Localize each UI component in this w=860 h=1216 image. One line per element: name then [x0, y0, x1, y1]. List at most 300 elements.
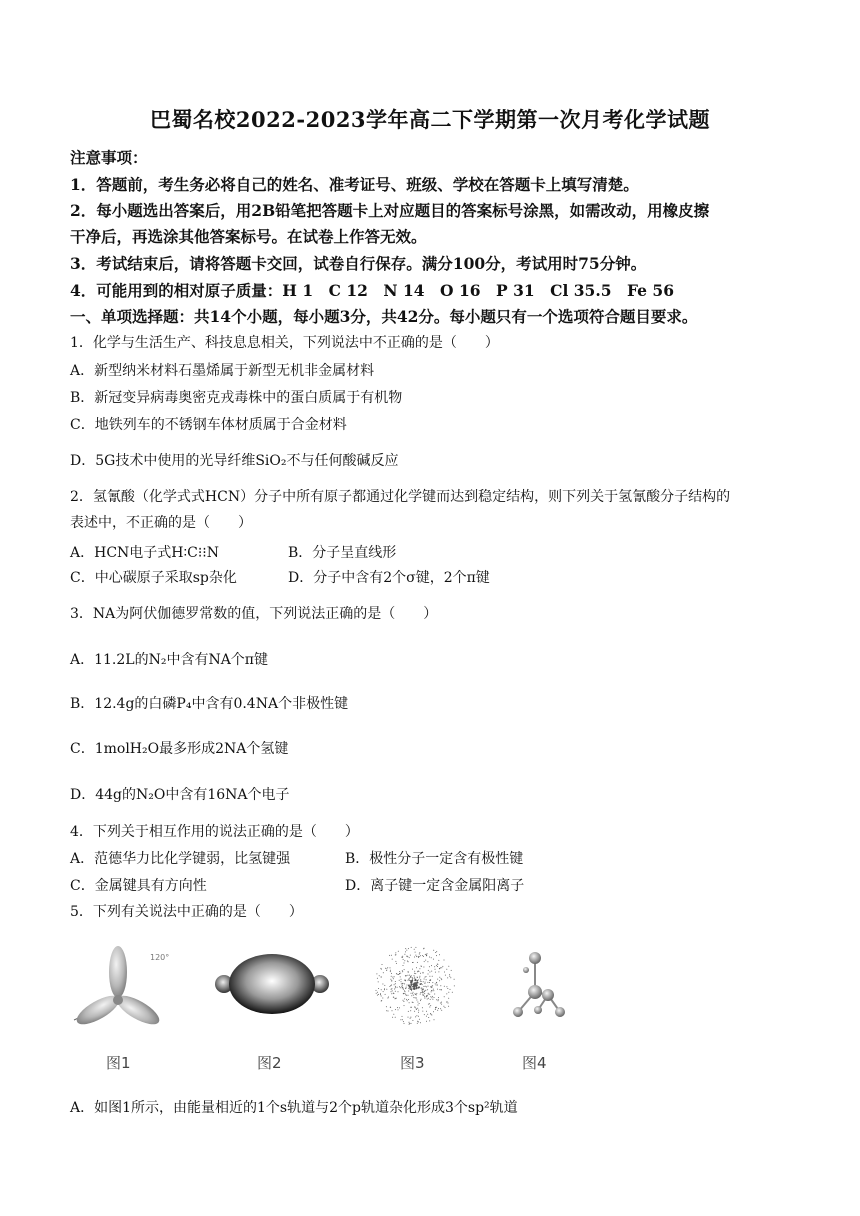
- electron-dot: [423, 992, 424, 993]
- molecule-model-figure: [490, 940, 580, 1040]
- electron-dot: [386, 989, 387, 990]
- q2-option-c: C．中心碳原子采取sp杂化: [70, 570, 237, 586]
- electron-dot: [424, 983, 425, 984]
- electron-dot: [410, 983, 412, 985]
- electron-dot: [391, 988, 392, 989]
- electron-dot: [405, 980, 406, 981]
- electron-dot: [385, 994, 386, 995]
- electron-dot: [412, 1020, 413, 1021]
- electron-dot: [424, 948, 425, 949]
- electron-dot: [416, 1000, 417, 1001]
- electron-dot: [409, 957, 410, 958]
- electron-dot: [404, 969, 405, 970]
- electron-dot: [427, 995, 428, 996]
- electron-dot: [416, 980, 418, 982]
- electron-dot: [404, 1023, 405, 1024]
- q5-option-a: A．如图1所示，由能量相近的1个s轨道与2个p轨道杂化形成3个sp²轨道: [70, 1100, 518, 1116]
- electron-dot: [433, 950, 434, 951]
- electron-dot: [425, 986, 426, 987]
- electron-dot: [431, 991, 432, 992]
- electron-dot: [391, 980, 392, 981]
- electron-dot: [409, 975, 410, 976]
- electron-dot: [403, 989, 404, 990]
- electron-dot: [398, 951, 399, 952]
- electron-dot: [416, 998, 417, 999]
- electron-dot: [380, 994, 381, 995]
- electron-dot: [434, 997, 435, 998]
- electron-dot: [393, 1014, 394, 1015]
- electron-dot: [389, 955, 390, 956]
- electron-dot: [418, 1005, 419, 1006]
- electron-dot: [428, 998, 429, 999]
- electron-dot: [391, 976, 392, 977]
- electron-dot: [395, 961, 396, 962]
- electron-dot: [380, 993, 381, 994]
- electron-dot: [386, 968, 387, 969]
- page-title: 巴蜀名校2022-2023学年高二下学期第一次月考化学试题: [149, 107, 711, 132]
- electron-dot: [439, 954, 440, 955]
- electron-dot: [416, 988, 418, 990]
- electron-dot: [419, 952, 420, 953]
- electron-dot: [417, 962, 418, 963]
- electron-dot: [402, 971, 403, 972]
- electron-dot: [408, 948, 409, 949]
- electron-dot: [436, 951, 437, 952]
- electron-dot: [424, 996, 425, 997]
- electron-dot: [431, 971, 432, 972]
- electron-dot: [441, 978, 442, 979]
- electron-dot: [392, 977, 393, 978]
- electron-dot: [444, 986, 445, 987]
- sp2-orbital-figure: [70, 940, 180, 1040]
- electron-dot: [404, 990, 405, 991]
- electron-dot: [408, 971, 409, 972]
- electron-dot: [447, 977, 448, 978]
- electron-dot: [405, 988, 406, 989]
- electron-dot: [407, 956, 408, 957]
- electron-dot: [420, 981, 421, 982]
- electron-dot: [410, 986, 412, 988]
- electron-dot: [400, 976, 401, 977]
- electron-dot: [423, 989, 424, 990]
- notice-item-1: 1．答题前，考生务必将自己的姓名、准考证号、班级、学校在答题卡上填写清楚。: [70, 175, 639, 194]
- electron-dot: [426, 995, 427, 996]
- electron-dot: [424, 998, 425, 999]
- electron-dot: [429, 982, 430, 983]
- electron-dot: [436, 985, 437, 986]
- electron-dot: [392, 1010, 393, 1011]
- electron-dot: [388, 997, 389, 998]
- electron-dot: [390, 1007, 391, 1008]
- electron-dot: [391, 955, 392, 956]
- electron-dot: [416, 982, 418, 984]
- electron-dot: [406, 999, 407, 1000]
- electron-dot: [380, 968, 381, 969]
- electron-dot: [414, 984, 416, 986]
- figure-4-caption: 图4: [522, 1054, 547, 1072]
- electron-dot: [438, 960, 439, 961]
- electron-dot: [447, 1001, 448, 1002]
- electron-dot: [404, 960, 405, 961]
- electron-dot: [425, 954, 426, 955]
- electron-dot: [418, 1021, 419, 1022]
- electron-dot: [403, 983, 404, 984]
- electron-dot: [410, 955, 411, 956]
- electron-dot: [377, 995, 378, 996]
- electron-dot: [414, 957, 415, 958]
- electron-dot: [405, 951, 406, 952]
- electron-dot: [450, 989, 451, 990]
- electron-dot: [436, 999, 437, 1000]
- electron-dot: [435, 1007, 436, 1008]
- electron-dot: [404, 1005, 405, 1006]
- electron-dot: [395, 987, 396, 988]
- q3-option-b: B．12.4g的白磷P₄中含有0.4NA个非极性键: [70, 696, 349, 712]
- electron-dot: [416, 1015, 417, 1016]
- electron-dot: [417, 1023, 418, 1024]
- electron-dot: [394, 984, 395, 985]
- electron-dot: [385, 968, 386, 969]
- q1-option-b: B．新冠变异病毒奥密克戎毒株中的蛋白质属于有机物: [70, 390, 403, 406]
- electron-dot: [428, 974, 429, 975]
- electron-dot: [411, 990, 412, 991]
- electron-dot: [390, 970, 391, 971]
- q2-option-a: A．HCN电子式H∶C⁝⁝N: [70, 545, 219, 561]
- electron-dot: [395, 955, 396, 956]
- electron-dot: [394, 976, 395, 977]
- electron-dot: [408, 979, 409, 980]
- electron-dot: [404, 983, 405, 984]
- electron-dot: [387, 998, 388, 999]
- electron-dot: [422, 955, 423, 956]
- electron-dot: [377, 992, 378, 993]
- electron-dot: [431, 990, 432, 991]
- electron-dot: [431, 1015, 432, 1016]
- electron-dot: [392, 990, 393, 991]
- electron-dot: [414, 971, 415, 972]
- notice-item-3: 3．考试结束后，请将答题卡交回，试卷自行保存。满分100分，考试用时75分钟。: [70, 254, 647, 273]
- electron-dot: [441, 1004, 442, 1005]
- electron-dot: [448, 992, 449, 993]
- electron-dot: [404, 963, 405, 964]
- electron-dot: [402, 956, 403, 957]
- electron-dot: [397, 987, 398, 988]
- electron-dot: [393, 993, 394, 994]
- electron-dot: [403, 1000, 404, 1001]
- electron-dot: [402, 987, 403, 988]
- electron-dot: [381, 1001, 382, 1002]
- electron-dot: [421, 983, 422, 984]
- electron-dot: [427, 999, 428, 1000]
- electron-dot: [397, 974, 398, 975]
- electron-dot: [411, 1023, 412, 1024]
- q2-stem-line1: 2．氢氰酸（化学式式HCN）分子中所有原子都通过化学键而达到稳定结构，则下列关于氢氰酸分子结构的: [70, 489, 731, 505]
- electron-dot: [435, 952, 436, 953]
- electron-dot: [411, 980, 413, 982]
- electron-dot: [382, 998, 383, 999]
- electron-dot: [416, 1009, 417, 1010]
- electron-dot: [377, 978, 378, 979]
- electron-dot: [413, 962, 414, 963]
- electron-dot: [434, 1019, 435, 1020]
- electron-dot: [441, 1002, 442, 1003]
- electron-dot: [437, 989, 438, 990]
- electron-dot: [418, 1016, 419, 1017]
- electron-dot: [408, 980, 409, 981]
- electron-dot: [414, 973, 415, 974]
- electron-dot: [395, 991, 396, 992]
- electron-dot: [404, 998, 405, 999]
- electron-dot: [397, 1007, 398, 1008]
- electron-dot: [439, 968, 440, 969]
- electron-dot: [424, 979, 425, 980]
- notice-item-2-cont: 干净后，再选涂其他答案标号。在试卷上作答无效。: [70, 227, 427, 246]
- electron-dot: [435, 983, 436, 984]
- electron-dot: [428, 986, 429, 987]
- electron-dot: [411, 947, 412, 948]
- electron-dot: [427, 982, 428, 983]
- electron-dot: [379, 975, 380, 976]
- electron-dot: [402, 1016, 403, 1017]
- electron-dot: [440, 967, 441, 968]
- electron-dot: [414, 977, 415, 978]
- electron-dot: [412, 979, 413, 980]
- electron-dot: [414, 949, 415, 950]
- electron-dot: [406, 975, 407, 976]
- electron-dot: [422, 994, 423, 995]
- electron-dot: [431, 986, 432, 987]
- electron-dot: [428, 993, 429, 994]
- electron-dot: [432, 982, 433, 983]
- electron-dot: [402, 985, 403, 986]
- electron-dot: [436, 965, 437, 966]
- electron-dot: [437, 964, 438, 965]
- electron-dot: [438, 1008, 439, 1009]
- electron-dot: [378, 988, 379, 989]
- dumbbell-orbital-figure: [210, 940, 330, 1040]
- electron-dot: [410, 1018, 411, 1019]
- electron-dot: [446, 969, 447, 970]
- electron-dot: [408, 991, 409, 992]
- electron-dot: [406, 987, 407, 988]
- electron-dot: [415, 993, 416, 994]
- electron-dot: [411, 993, 412, 994]
- electron-dot: [440, 1003, 441, 1004]
- electron-dot: [431, 957, 432, 958]
- electron-dot: [415, 1007, 416, 1008]
- electron-dot: [405, 994, 406, 995]
- electron-dot: [412, 1002, 413, 1003]
- electron-dot: [423, 973, 424, 974]
- q1-option-d: D．5G技术中使用的光导纤维SiO₂不与任何酸碱反应: [70, 453, 399, 469]
- electron-dot: [413, 997, 414, 998]
- electron-dot: [429, 966, 430, 967]
- electron-dot: [428, 1017, 429, 1018]
- electron-dot: [429, 1007, 430, 1008]
- q1-option-c: C．地铁列车的不锈钢车体材质属于合金材料: [70, 417, 347, 433]
- electron-dot: [418, 987, 420, 989]
- electron-dot: [403, 1001, 404, 1002]
- electron-dot: [415, 1016, 416, 1017]
- electron-dot: [444, 972, 445, 973]
- electron-dot: [411, 975, 412, 976]
- electron-dot: [383, 991, 384, 992]
- electron-dot: [444, 960, 445, 961]
- electron-dot: [454, 979, 455, 980]
- electron-dot: [403, 965, 404, 966]
- electron-dot: [425, 990, 426, 991]
- electron-dot: [411, 1007, 412, 1008]
- electron-dot: [446, 986, 447, 987]
- electron-dot: [444, 996, 445, 997]
- electron-dot: [429, 976, 430, 977]
- electron-dot: [376, 973, 377, 974]
- electron-dot: [412, 993, 413, 994]
- electron-dot: [429, 1020, 430, 1021]
- electron-dot: [437, 966, 438, 967]
- electron-dot: [399, 980, 400, 981]
- notice-heading: 注意事项：: [70, 148, 148, 167]
- electron-dot: [415, 979, 417, 981]
- electron-dot: [398, 1009, 399, 1010]
- electron-dot: [395, 983, 396, 984]
- electron-dot: [446, 993, 447, 994]
- electron-dot: [383, 972, 384, 973]
- electron-dot: [428, 994, 429, 995]
- electron-dot: [441, 989, 442, 990]
- electron-dot: [382, 984, 383, 985]
- electron-dot: [419, 1019, 420, 1020]
- electron-dot: [410, 977, 411, 978]
- electron-dot: [410, 982, 412, 984]
- electron-dot: [433, 1011, 434, 1012]
- electron-dot: [410, 1010, 411, 1011]
- electron-dot: [438, 997, 439, 998]
- electron-dot: [409, 1023, 410, 1024]
- electron-dot: [415, 952, 416, 953]
- electron-dot: [410, 988, 412, 990]
- electron-dot: [426, 976, 427, 977]
- q2-option-d: D．分子中含有2个σ键，2个π键: [288, 570, 490, 586]
- electron-dot: [407, 985, 408, 986]
- electron-dot: [395, 1017, 396, 1018]
- q3-option-c: C．1molH₂O最多形成2NA个氢键: [70, 741, 289, 757]
- electron-dot: [435, 1009, 436, 1010]
- q5-figures: [70, 940, 590, 1075]
- electron-dot: [421, 981, 422, 982]
- electron-dot: [399, 973, 400, 974]
- electron-dot: [391, 989, 392, 990]
- electron-dot: [401, 981, 402, 982]
- electron-dot: [426, 955, 427, 956]
- electron-dot: [395, 952, 396, 953]
- electron-dot: [421, 992, 422, 993]
- electron-dot: [403, 1021, 404, 1022]
- electron-dot: [381, 989, 382, 990]
- electron-dot: [395, 986, 396, 987]
- electron-dot: [437, 979, 438, 980]
- electron-dot: [418, 1012, 419, 1013]
- electron-dot: [412, 978, 413, 979]
- electron-dot: [393, 978, 394, 979]
- electron-dot: [438, 1000, 439, 1001]
- electron-dot: [409, 1024, 410, 1025]
- electron-dot: [396, 973, 397, 974]
- section-heading: 一、单项选择题：共14个小题，每小题3分，共42分。每小题只有一个选项符合题目要求。: [70, 307, 698, 326]
- electron-dot: [438, 999, 439, 1000]
- electron-dot: [404, 954, 405, 955]
- electron-dot: [398, 991, 399, 992]
- electron-dot: [406, 950, 407, 951]
- electron-dot: [391, 993, 392, 994]
- electron-dot: [418, 979, 419, 980]
- electron-dot: [427, 1014, 428, 1015]
- electron-dot: [432, 996, 433, 997]
- electron-dot: [391, 991, 392, 992]
- electron-dot: [437, 1010, 438, 1011]
- electron-dot: [433, 990, 434, 991]
- electron-dot: [448, 966, 449, 967]
- electron-dot: [411, 995, 412, 996]
- electron-dot: [404, 993, 405, 994]
- electron-dot: [436, 1007, 437, 1008]
- electron-dot: [441, 1010, 442, 1011]
- fig1-angle-label: 120°: [150, 953, 170, 962]
- electron-dot: [429, 972, 430, 973]
- electron-dot: [400, 1019, 401, 1020]
- electron-dot: [418, 971, 419, 972]
- electron-dot: [420, 973, 421, 974]
- electron-dot: [409, 1022, 410, 1023]
- electron-dot: [410, 1017, 411, 1018]
- electron-dot: [447, 988, 448, 989]
- electron-dot: [381, 996, 382, 997]
- electron-dot: [425, 960, 426, 961]
- electron-dot: [415, 947, 416, 948]
- electron-dot: [431, 987, 432, 988]
- electron-dot: [413, 992, 414, 993]
- electron-dot: [445, 975, 446, 976]
- electron-dot: [427, 961, 428, 962]
- electron-dot: [450, 977, 451, 978]
- q3-option-a: A．11.2L的N₂中含有NA个π键: [70, 652, 269, 668]
- electron-dot: [439, 980, 440, 981]
- electron-dot: [430, 1013, 431, 1014]
- figure-1-caption: 图1: [106, 1054, 131, 1072]
- electron-dot: [422, 992, 423, 993]
- electron-dot: [414, 975, 415, 976]
- electron-dot: [423, 986, 424, 987]
- electron-dot: [387, 967, 388, 968]
- electron-dot: [399, 971, 400, 972]
- electron-dot: [419, 968, 420, 969]
- electron-dot: [432, 976, 433, 977]
- electron-dot: [408, 988, 409, 989]
- electron-dot: [426, 979, 427, 980]
- electron-dot: [429, 980, 430, 981]
- electron-dot: [415, 973, 416, 974]
- electron-dot: [439, 977, 440, 978]
- q4-option-d: D．离子键一定含金属阳离子: [345, 878, 525, 894]
- electron-dot: [448, 998, 449, 999]
- electron-dot: [414, 978, 415, 979]
- electron-dot: [393, 997, 394, 998]
- q4-option-b: B．极性分子一定含有极性键: [345, 851, 524, 867]
- electron-dot: [436, 982, 437, 983]
- electron-dot: [406, 995, 407, 996]
- electron-dot: [389, 986, 390, 987]
- q3-stem: 3．NA为阿伏伽德罗常数的值，下列说法正确的是（ ）: [70, 606, 438, 622]
